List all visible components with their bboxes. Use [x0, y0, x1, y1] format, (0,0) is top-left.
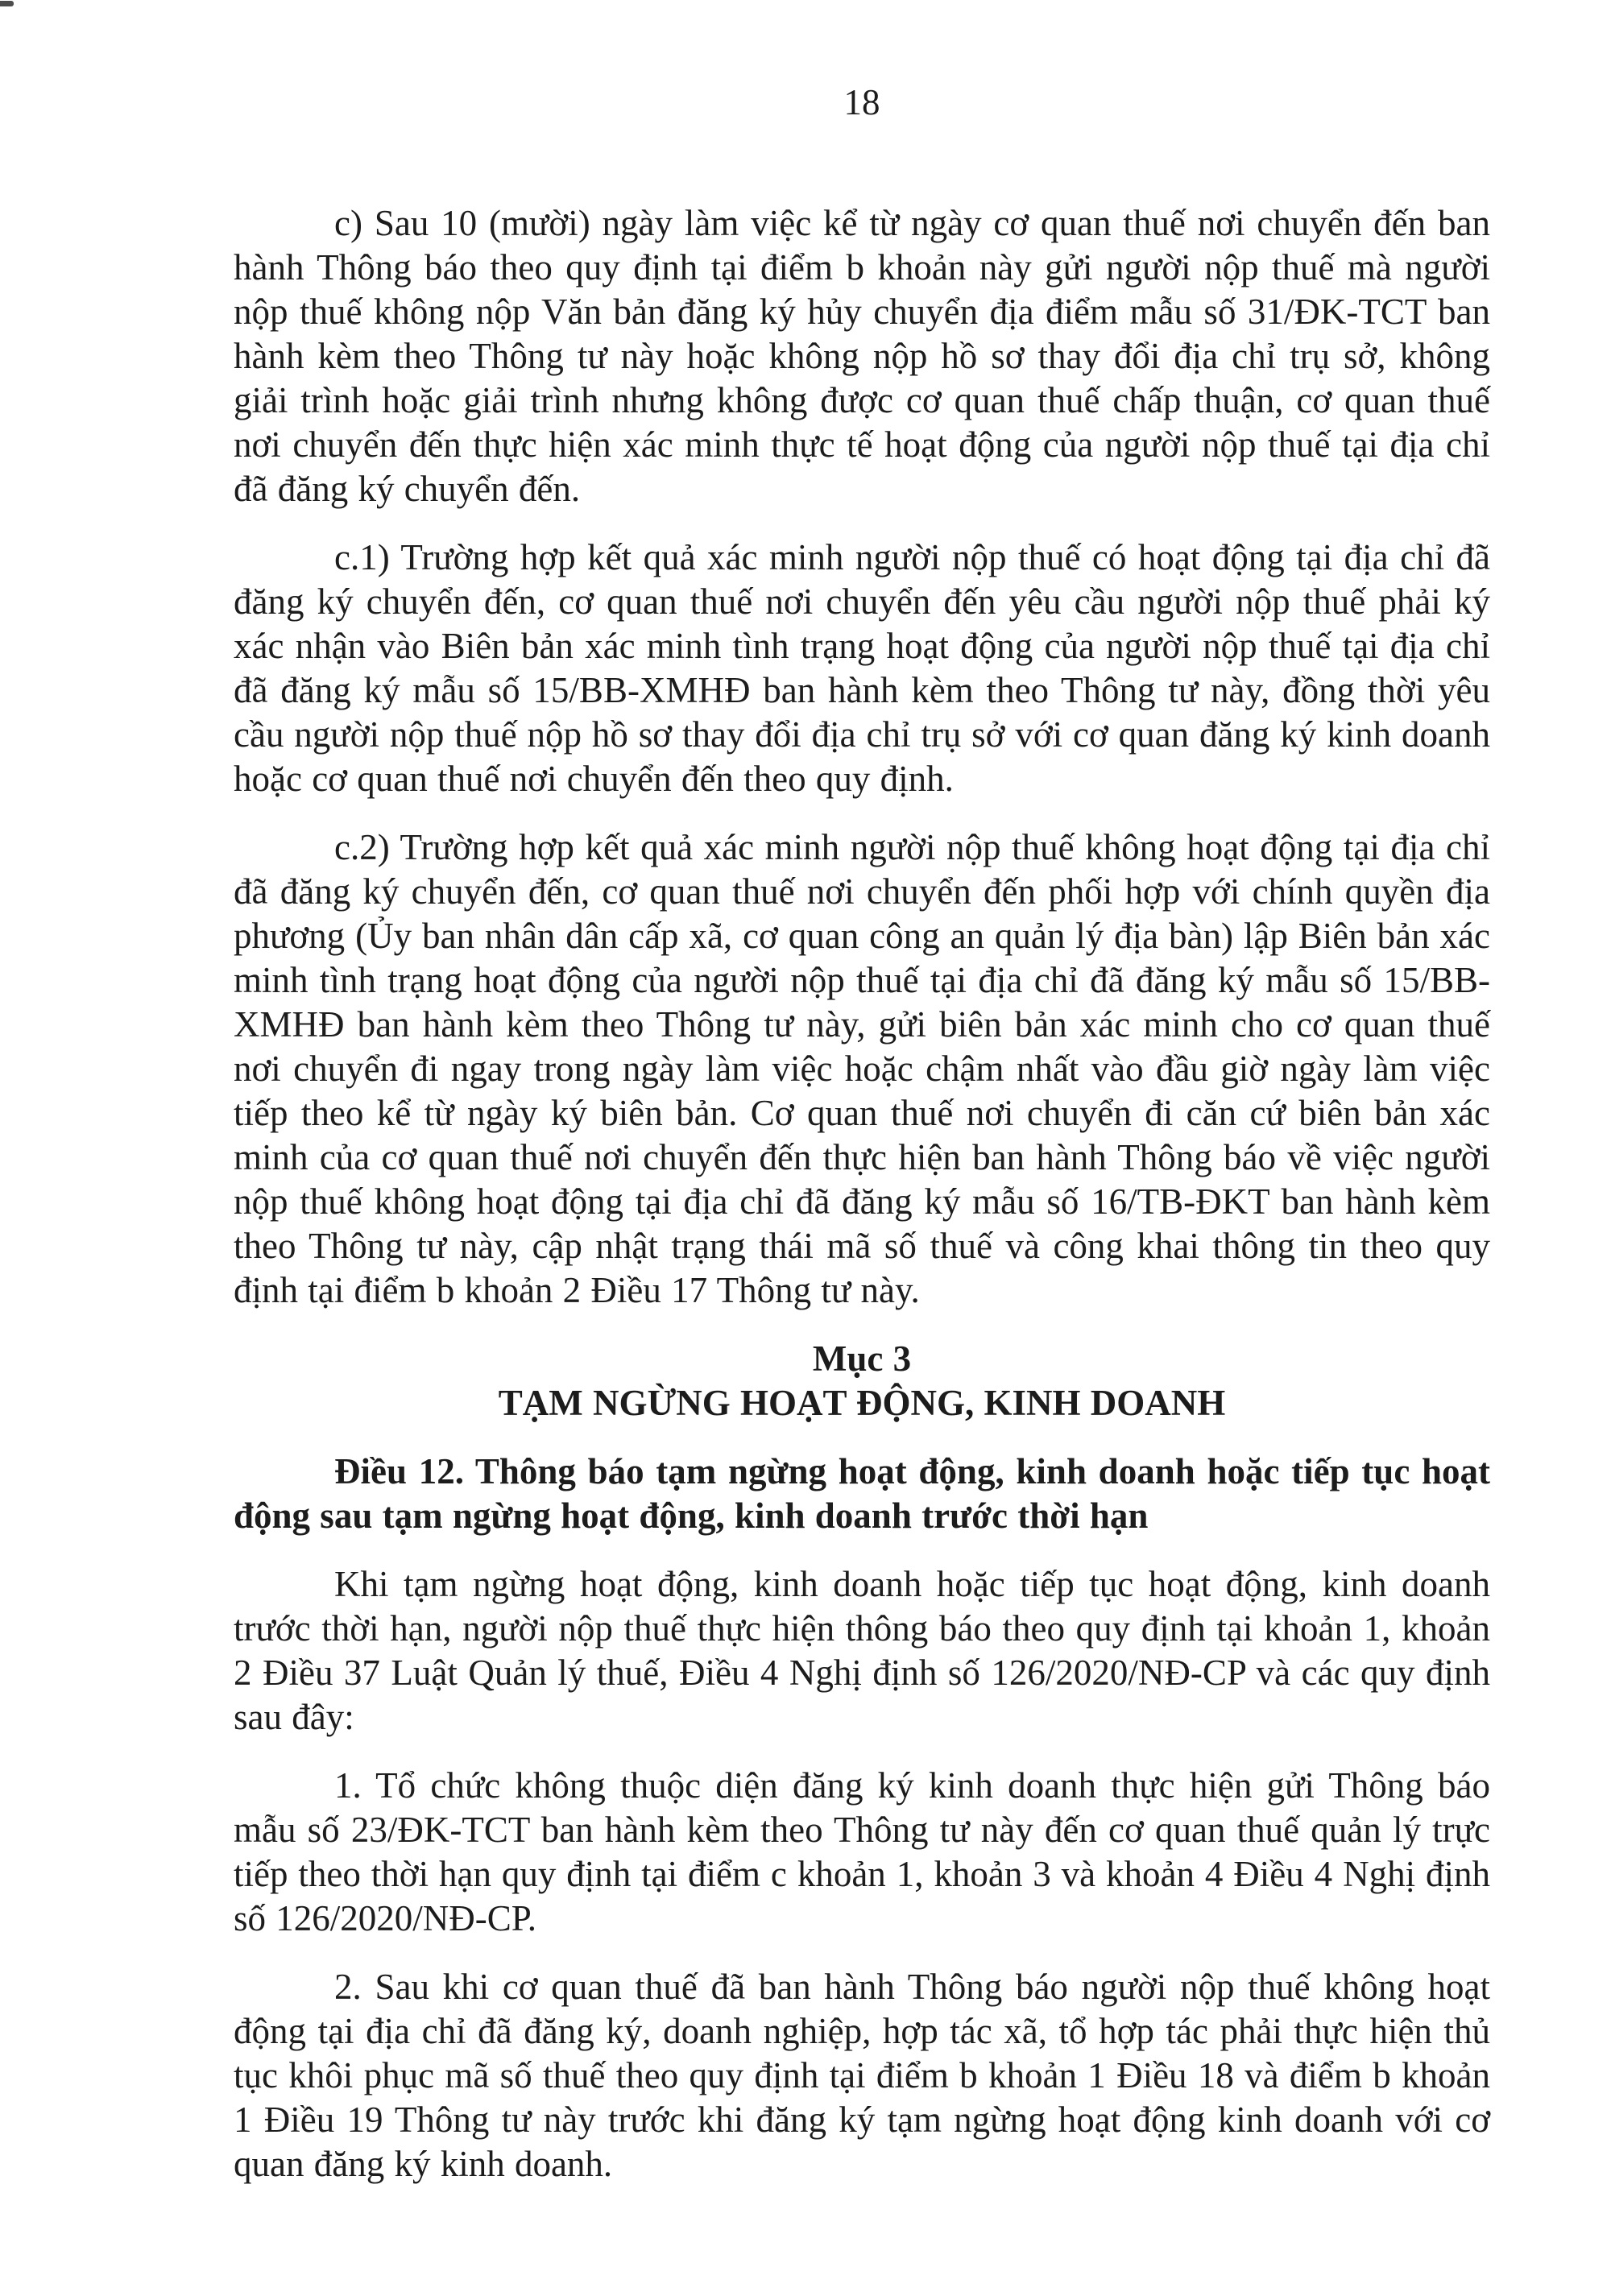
scan-artifact-corner-mark [0, 1, 14, 6]
paragraph-article-12-intro: Khi tạm ngừng hoạt động, kinh doanh hoặc tiếp tục hoạt động, kinh doanh trước thời hạn, người nộp thuế thực hiện thông báo theo quy định tại khoản 1, khoản 2 Điều 37 Luật Quản lý thuế, Điều 4 Nghị định số 126/2020/NĐ-CP và các quy định sau đây: [234, 1564, 1490, 1737]
page-content [234, 81, 1490, 2186]
page-number: 18 [843, 82, 880, 122]
paragraph-point-c1: c.1) Trường hợp kết quả xác minh người nộp thuế có hoạt động tại địa chỉ đã đăng ký chuyển đến, cơ quan thuế nơi chuyển đến yêu cầu người nộp thuế phải ký xác nhận vào Biên bản xác minh tình trạng hoạt động của người nộp thuế tại địa chỉ đã đăng ký mẫu số 15/BB-XMHĐ ban hành kèm theo Thông tư này, đồng thời yêu cầu người nộp thuế nộp hồ sơ thay đổi địa chỉ trụ sở với cơ quan đăng ký kinh doanh hoặc cơ quan thuế nơi chuyển đến theo quy định. [234, 537, 1490, 799]
paragraph-clause-2: 2. Sau khi cơ quan thuế đã ban hành Thông báo người nộp thuế không hoạt động tại địa chỉ đã đăng ký, doanh nghiệp, hợp tác xã, tổ hợp tác phải thực hiện thủ tục khôi phục mã số thuế theo quy định tại điểm b khoản 1 Điều 18 và điểm b khoản 1 Điều 19 Thông tư này trước khi đăng ký tạm ngừng hoạt động kinh doanh với cơ quan đăng ký kinh doanh. [234, 1967, 1490, 2184]
section-title: TẠM NGỪNG HOẠT ĐỘNG, KINH DOANH [498, 1383, 1226, 1423]
section-label: Mục 3 [812, 1338, 912, 1379]
article-12-heading: Điều 12. Thông báo tạm ngừng hoạt động, kinh doanh hoặc tiếp tục hoạt động sau tạm ngừng hoạt động, kinh doanh trước thời hạn [234, 1451, 1490, 1536]
paragraph-clause-1: 1. Tổ chức không thuộc diện đăng ký kinh doanh thực hiện gửi Thông báo mẫu số 23/ĐK-TCT ban hành kèm theo Thông tư này đến cơ quan thuế quản lý trực tiếp theo thời hạn quy định tại điểm c khoản 1, khoản 3 và khoản 4 Điều 4 Nghị định số 126/2020/NĐ-CP. [234, 1765, 1490, 1938]
paragraph-point-c: c) Sau 10 (mười) ngày làm việc kể từ ngày cơ quan thuế nơi chuyển đến ban hành Thông báo theo quy định tại điểm b khoản này gửi người nộp thuế mà người nộp thuế không nộp Văn bản đăng ký hủy chuyển địa điểm mẫu số 31/ĐK-TCT ban hành kèm theo Thông tư này hoặc không nộp hồ sơ thay đổi địa chỉ trụ sở, không giải trình hoặc giải trình nhưng không được cơ quan thuế chấp thuận, cơ quan thuế nơi chuyển đến thực hiện xác minh thực tế hoạt động của người nộp thuế tại địa chỉ đã đăng ký chuyển đến. [234, 203, 1490, 509]
paragraph-point-c2: c.2) Trường hợp kết quả xác minh người nộp thuế không hoạt động tại địa chỉ đã đăng ký chuyển đến, cơ quan thuế nơi chuyển đến phối hợp với chính quyền địa phương (Ủy ban nhân dân cấp xã, cơ quan công an quản lý địa bàn) lập Biên bản xác minh tình trạng hoạt động của người nộp thuế tại địa chỉ đã đăng ký mẫu số 15/BB-XMHĐ ban hành kèm theo Thông tư này, gửi biên bản xác minh cho cơ quan thuế nơi chuyển đi ngay trong ngày làm việc hoặc chậm nhất vào đầu giờ ngày làm việc tiếp theo kể từ ngày ký biên bản. Cơ quan thuế nơi chuyển đi căn cứ biên bản xác minh của cơ quan thuế nơi chuyển đến thực hiện ban hành Thông báo về việc người nộp thuế không hoạt động tại địa chỉ đã đăng ký mẫu số 16/TB-ĐKT ban hành kèm theo Thông tư này, cập nhật trạng thái mã số thuế và công khai thông tin theo quy định tại điểm b khoản 2 Điều 17 Thông tư này. [234, 827, 1490, 1310]
